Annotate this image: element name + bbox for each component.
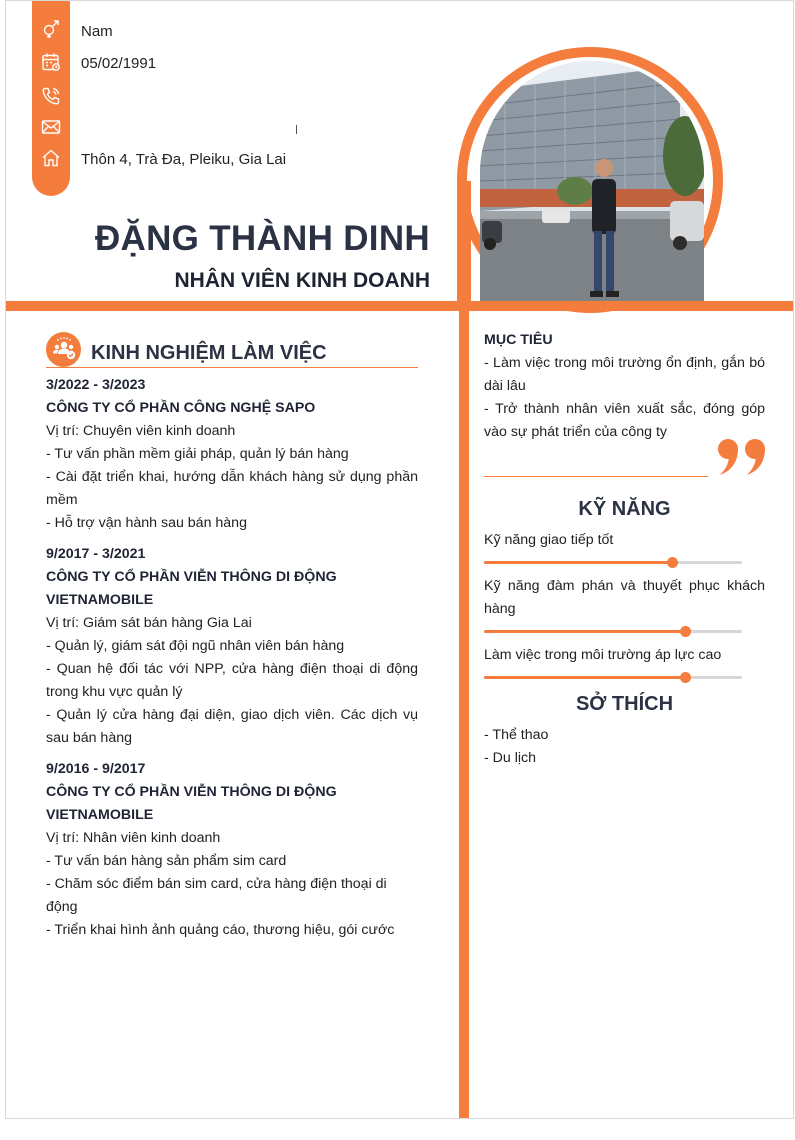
gender-icon bbox=[40, 18, 62, 40]
home-icon bbox=[40, 147, 62, 169]
calendar-icon bbox=[40, 51, 62, 73]
job-period: 3/2022 - 3/2023 bbox=[46, 377, 146, 393]
hobby-item: - Du lịch bbox=[484, 750, 537, 766]
skill-bar-knob bbox=[680, 626, 691, 637]
gender-text: Nam bbox=[81, 23, 113, 40]
job-entry bbox=[46, 374, 418, 535]
email-icon bbox=[40, 116, 62, 138]
job-line: - Triển khai hình ảnh quảng cáo, thương hiệu, gói cước bbox=[46, 922, 395, 938]
header-divider bbox=[6, 301, 794, 311]
skill-bar bbox=[484, 676, 742, 679]
resume-page bbox=[5, 0, 794, 1119]
job-entry bbox=[46, 758, 418, 942]
job-line: Vị trí: Giám sát bán hàng Gia Lai bbox=[46, 615, 252, 631]
full-name: ĐẶNG THÀNH DINH bbox=[94, 219, 430, 258]
objective-line: - Làm việc trong môi trường ổn định, gắn bó dài lâu bbox=[484, 355, 765, 394]
experience-section bbox=[46, 331, 418, 950]
phone-icon bbox=[40, 85, 62, 107]
job-company: CÔNG TY CỔ PHẦN CÔNG NGHỆ SAPO bbox=[46, 400, 316, 416]
experience-title: KINH NGHIỆM LÀM VIỆC bbox=[91, 341, 327, 364]
skill-bar bbox=[484, 630, 742, 633]
column-divider bbox=[459, 301, 469, 1119]
job-line: - Chăm sóc điểm bán sim card, cửa hàng điện thoại di động bbox=[46, 876, 387, 915]
job-company: CÔNG TY CỔ PHẦN VIỄN THÔNG DI ĐỘNG VIETNAMOBILE bbox=[46, 784, 337, 823]
objective-title: MỤC TIÊU bbox=[484, 332, 553, 348]
job-period: 9/2016 - 9/2017 bbox=[46, 761, 146, 777]
job-line: Vị trí: Chuyên viên kinh doanh bbox=[46, 423, 236, 439]
skill-bar-knob bbox=[680, 672, 691, 683]
skill-item bbox=[484, 644, 765, 679]
skill-item bbox=[484, 575, 765, 633]
job-position: NHÂN VIÊN KINH DOANH bbox=[174, 269, 430, 292]
objective-underline bbox=[484, 476, 708, 477]
job-line: - Quan hệ đối tác với NPP, cửa hàng điện thoại di động trong khu vực quản lý bbox=[46, 661, 418, 700]
job-line: - Cài đặt triển khai, hướng dẫn khách hàng sử dụng phần mềm bbox=[46, 469, 418, 508]
contact-bar bbox=[32, 1, 70, 196]
job-line: - Tư vấn phần mềm giải pháp, quản lý bán hàng bbox=[46, 446, 349, 462]
skills-list bbox=[484, 529, 765, 679]
skill-bar-fill bbox=[484, 676, 685, 679]
experience-header bbox=[46, 331, 418, 368]
text-cursor bbox=[296, 125, 297, 134]
skill-bar-fill bbox=[484, 561, 672, 564]
address-text: Thôn 4, Trà Đa, Pleiku, Gia Lai bbox=[81, 151, 287, 168]
job-entry bbox=[46, 543, 418, 750]
job-period: 9/2017 - 3/2021 bbox=[46, 546, 146, 562]
skill-bar-fill bbox=[484, 630, 685, 633]
skills-title: KỸ NĂNG bbox=[578, 498, 671, 520]
skill-bar bbox=[484, 561, 742, 564]
job-company: CÔNG TY CỔ PHẦN VIỄN THÔNG DI ĐỘNG VIETNAMOBILE bbox=[46, 569, 337, 608]
job-line: - Hỗ trợ vận hành sau bán hàng bbox=[46, 515, 247, 531]
skill-bar-knob bbox=[667, 557, 678, 568]
quote-icon bbox=[717, 438, 769, 484]
job-line: - Quản lý, giám sát đội ngũ nhân viên bán hàng bbox=[46, 638, 345, 654]
objective-line: - Trở thành nhân viên xuất sắc, đóng góp vào sự phát triển của công ty bbox=[484, 401, 765, 440]
photo-frame-join bbox=[457, 181, 471, 311]
skill-name: Kỹ năng giao tiếp tốt bbox=[484, 532, 614, 548]
profile-photo bbox=[480, 61, 704, 301]
job-line: - Tư vấn bán hàng sản phẩm sim card bbox=[46, 853, 287, 869]
team-icon bbox=[46, 332, 81, 367]
hobby-item: - Thể thao bbox=[484, 727, 549, 743]
job-line: - Quản lý cửa hàng đại diện, giao dịch viên. Các dịch vụ sau bán hàng bbox=[46, 707, 418, 746]
right-column bbox=[484, 329, 765, 770]
birthday-text: 05/02/1991 bbox=[81, 55, 157, 72]
skill-name: Kỹ năng đàm phán và thuyết phục khách hàng bbox=[484, 578, 765, 617]
job-line: Vị trí: Nhân viên kinh doanh bbox=[46, 830, 221, 846]
skill-item bbox=[484, 529, 765, 564]
skill-name: Làm việc trong môi trường áp lực cao bbox=[484, 647, 722, 663]
objective-footer bbox=[484, 444, 765, 484]
hobbies-title: SỞ THÍCH bbox=[575, 693, 674, 715]
